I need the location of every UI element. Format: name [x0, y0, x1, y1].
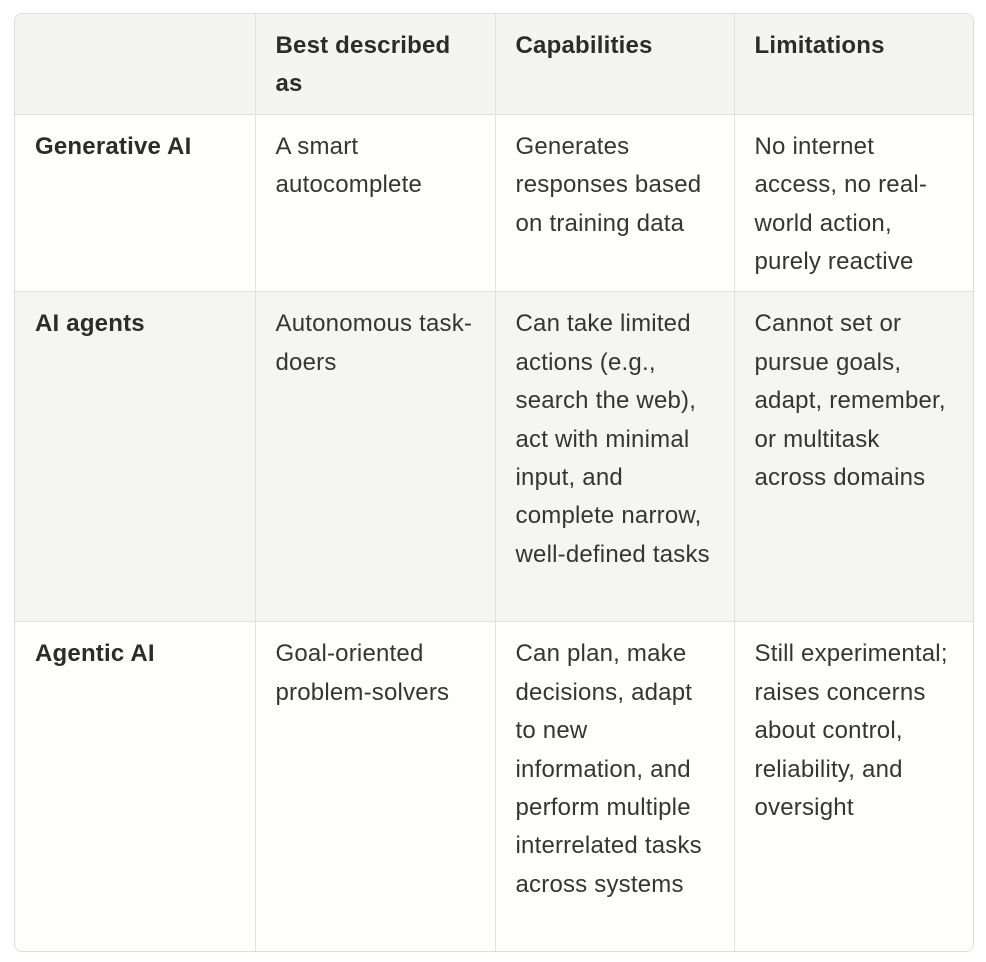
- cell-best-described-as: A smart autocomplete: [255, 114, 495, 292]
- table-header: [15, 14, 973, 114]
- table-body: [15, 114, 973, 952]
- header-row: [15, 14, 973, 114]
- comparison-table: [14, 13, 974, 952]
- cell-capabilities: Generates responses based on training data: [495, 114, 734, 292]
- header-limitations: Limitations: [734, 14, 973, 114]
- cell-limitations: No internet access, no real-world action, purely reactive: [734, 114, 973, 292]
- table-row-agentic-ai: [15, 622, 973, 952]
- table-row-generative-ai: [15, 114, 973, 292]
- row-label-generative-ai: Generative AI: [15, 114, 255, 292]
- cell-limitations: Cannot set or pursue goals, adapt, remember, or multitask across domains: [734, 292, 973, 622]
- header-cell-empty: [15, 14, 255, 114]
- row-label-ai-agents: AI agents: [15, 292, 255, 622]
- row-label-agentic-ai: Agentic AI: [15, 622, 255, 952]
- cell-capabilities: Can take limited actions (e.g., search the web), act with minimal input, and complete narrow, well-defined tasks: [495, 292, 734, 622]
- table-row-ai-agents: [15, 292, 973, 622]
- header-best-described-as: Best described as: [255, 14, 495, 114]
- header-capabilities: Capabilities: [495, 14, 734, 114]
- cell-best-described-as: Autonomous task-doers: [255, 292, 495, 622]
- comparison-table-grid: [15, 14, 973, 952]
- cell-best-described-as: Goal-oriented problem-solvers: [255, 622, 495, 952]
- cell-limitations: Still experimental; raises concerns about control, reliability, and oversight: [734, 622, 973, 952]
- cell-capabilities: Can plan, make decisions, adapt to new information, and perform multiple interrelated tasks across systems: [495, 622, 734, 952]
